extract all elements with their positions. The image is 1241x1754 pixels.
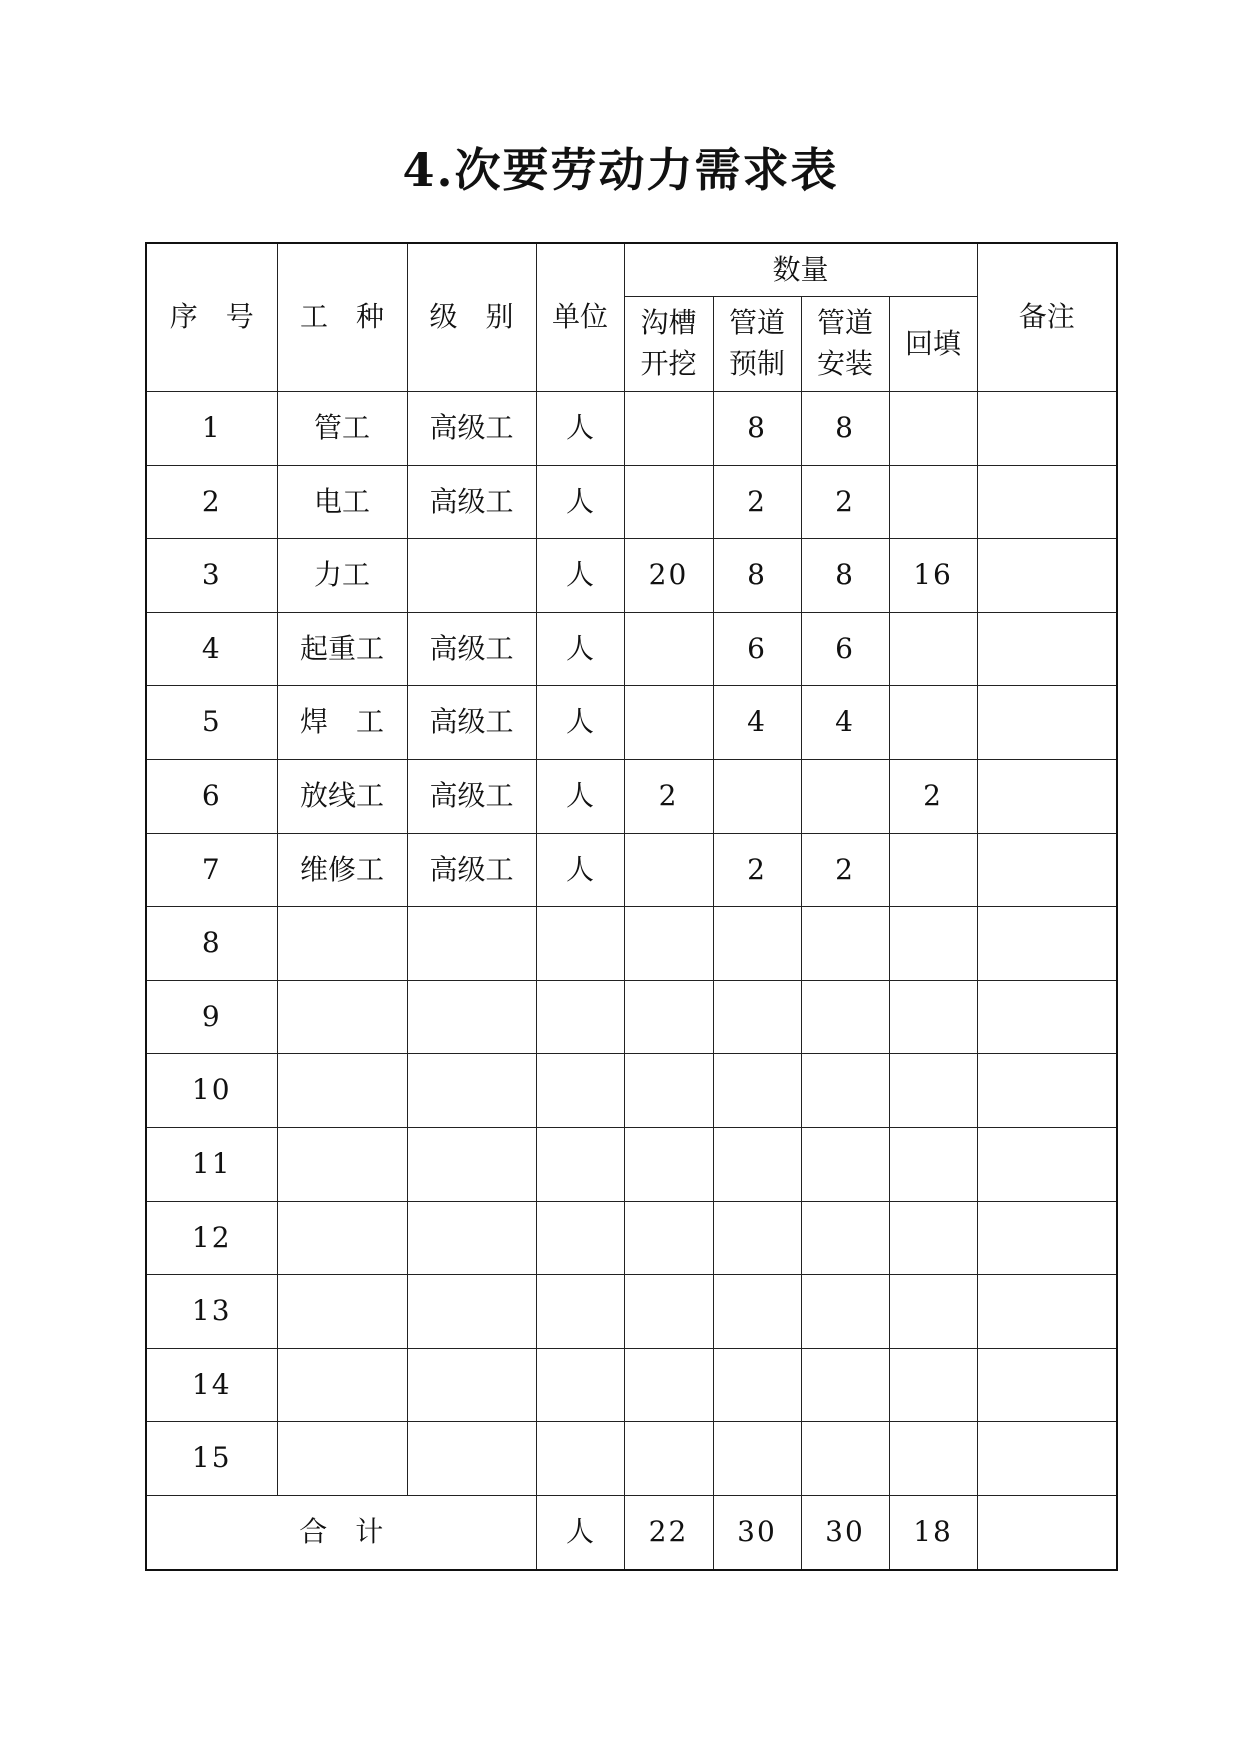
cell-seq: 6 [146,759,277,833]
cell-trench [624,980,713,1054]
cell-remarks [977,612,1117,686]
cell-unit: 人 [536,686,624,760]
cell-unit [536,1275,624,1349]
header-pipe-install [801,297,889,392]
cell-remarks [977,1054,1117,1128]
cell-seq: 3 [146,539,277,613]
cell-seq: 14 [146,1348,277,1422]
cell-trade [277,1422,407,1496]
cell-prefab [713,1348,801,1422]
header-row-top [146,243,1117,297]
cell-grade: 高级工 [407,465,536,539]
cell-trench [624,1275,713,1349]
cell-trench [624,1054,713,1128]
cell-backfill: 2 [889,759,977,833]
cell-trade [277,1127,407,1201]
total-backfill: 18 [889,1495,977,1569]
table-row [146,833,1117,907]
header-quantity: 数量 [624,243,977,297]
cell-grade: 高级工 [407,686,536,760]
total-unit: 人 [536,1495,624,1569]
cell-trade [277,1348,407,1422]
cell-remarks [977,1348,1117,1422]
table-row [146,759,1117,833]
cell-seq: 10 [146,1054,277,1128]
total-remarks [977,1495,1117,1569]
page-title: 4.次要劳动力需求表 [402,143,839,197]
cell-trench [624,833,713,907]
cell-install [801,907,889,981]
cell-install [801,1275,889,1349]
cell-prefab [713,759,801,833]
cell-seq: 13 [146,1275,277,1349]
cell-grade [407,980,536,1054]
cell-grade [407,907,536,981]
cell-unit: 人 [536,759,624,833]
cell-remarks [977,539,1117,613]
cell-seq: 15 [146,1422,277,1496]
cell-prefab: 4 [713,686,801,760]
cell-trench [624,612,713,686]
cell-backfill [889,1275,977,1349]
cell-grade: 高级工 [407,759,536,833]
cell-backfill [889,833,977,907]
table-row [146,686,1117,760]
cell-grade [407,1054,536,1128]
total-label: 合 计 [146,1495,536,1569]
cell-grade: 高级工 [407,833,536,907]
cell-unit [536,1422,624,1496]
cell-unit [536,1054,624,1128]
cell-grade [407,1348,536,1422]
header-install-line-2: 安装 [816,347,873,380]
header-seq: 序 号 [146,243,277,392]
cell-grade [407,1275,536,1349]
cell-grade [407,1201,536,1275]
cell-trench [624,1348,713,1422]
table-row [146,980,1117,1054]
table-row [146,612,1117,686]
cell-unit: 人 [536,612,624,686]
total-prefab: 30 [713,1495,801,1569]
cell-trench [624,1201,713,1275]
cell-trade [277,980,407,1054]
cell-remarks [977,465,1117,539]
cell-grade [407,1422,536,1496]
cell-grade: 高级工 [407,612,536,686]
cell-backfill [889,1054,977,1128]
header-remarks: 备注 [977,243,1117,392]
header-trench-line-2: 开挖 [640,347,697,380]
cell-trade [277,907,407,981]
table-row [146,1201,1117,1275]
cell-remarks [977,980,1117,1054]
header-backfill: 回填 [889,297,977,392]
cell-install [801,1054,889,1128]
cell-prefab [713,1054,801,1128]
cell-seq: 11 [146,1127,277,1201]
header-trench-line-1: 沟槽 [640,306,697,340]
cell-install: 4 [801,686,889,760]
table-row [146,539,1117,613]
table-row [146,907,1117,981]
table-row [146,1127,1117,1201]
header-trench-excavation [624,297,713,392]
cell-trench: 20 [624,539,713,613]
table-row [146,392,1117,466]
cell-trade: 焊 工 [277,686,407,760]
cell-trench [624,907,713,981]
cell-backfill [889,612,977,686]
cell-install: 2 [801,465,889,539]
cell-seq: 12 [146,1201,277,1275]
cell-trade: 管工 [277,392,407,466]
cell-prefab [713,1422,801,1496]
cell-seq: 5 [146,686,277,760]
cell-unit: 人 [536,833,624,907]
cell-backfill [889,1201,977,1275]
header-pipe-prefab [713,297,801,392]
cell-remarks [977,907,1117,981]
header-grade: 级 别 [407,243,536,392]
cell-prefab: 8 [713,392,801,466]
table-row [146,1348,1117,1422]
cell-trade [277,1275,407,1349]
cell-install: 8 [801,392,889,466]
cell-install [801,980,889,1054]
total-install: 30 [801,1495,889,1569]
cell-backfill [889,392,977,466]
cell-seq: 7 [146,833,277,907]
cell-prefab: 8 [713,539,801,613]
header-unit: 单位 [536,243,624,392]
cell-trade: 放线工 [277,759,407,833]
cell-unit [536,980,624,1054]
cell-remarks [977,392,1117,466]
header-install-line-1: 管道 [816,306,873,340]
table-row [146,1422,1117,1496]
table-body [146,243,1117,1570]
cell-install: 8 [801,539,889,613]
cell-remarks [977,686,1117,760]
cell-backfill [889,1127,977,1201]
cell-trench [624,392,713,466]
cell-grade: 高级工 [407,392,536,466]
cell-install [801,1127,889,1201]
cell-trade: 起重工 [277,612,407,686]
cell-trade [277,1054,407,1128]
table-row [146,1275,1117,1349]
cell-prefab: 2 [713,833,801,907]
total-row [146,1495,1117,1569]
cell-remarks [977,1127,1117,1201]
cell-unit: 人 [536,392,624,466]
cell-install [801,1348,889,1422]
cell-remarks [977,1201,1117,1275]
cell-prefab [713,1201,801,1275]
cell-backfill [889,686,977,760]
cell-unit [536,1127,624,1201]
cell-unit [536,1348,624,1422]
cell-install: 6 [801,612,889,686]
cell-trade [277,1201,407,1275]
header-trade: 工 种 [277,243,407,392]
header-prefab-line-1: 管道 [728,306,785,340]
cell-prefab [713,1127,801,1201]
cell-prefab [713,907,801,981]
cell-seq: 4 [146,612,277,686]
cell-backfill [889,1348,977,1422]
table-row [146,465,1117,539]
cell-unit [536,907,624,981]
cell-remarks [977,1275,1117,1349]
cell-unit [536,1201,624,1275]
cell-trade: 力工 [277,539,407,613]
cell-seq: 1 [146,392,277,466]
cell-trade: 维修工 [277,833,407,907]
cell-prefab [713,1275,801,1349]
cell-trench [624,465,713,539]
cell-grade [407,1127,536,1201]
cell-backfill [889,465,977,539]
total-trench: 22 [624,1495,713,1569]
labor-demand-table [145,242,1118,1571]
cell-seq: 9 [146,980,277,1054]
cell-install: 2 [801,833,889,907]
cell-trench: 2 [624,759,713,833]
cell-backfill [889,907,977,981]
cell-install [801,1201,889,1275]
cell-trench [624,1422,713,1496]
cell-prefab: 2 [713,465,801,539]
cell-backfill: 16 [889,539,977,613]
cell-seq: 2 [146,465,277,539]
header-prefab-line-2: 预制 [728,347,785,380]
cell-prefab: 6 [713,612,801,686]
cell-unit: 人 [536,539,624,613]
cell-grade [407,539,536,613]
cell-remarks [977,1422,1117,1496]
cell-trade: 电工 [277,465,407,539]
cell-backfill [889,980,977,1054]
cell-seq: 8 [146,907,277,981]
cell-install [801,759,889,833]
table-row [146,1054,1117,1128]
cell-trench [624,686,713,760]
cell-backfill [889,1422,977,1496]
cell-install [801,1422,889,1496]
cell-trench [624,1127,713,1201]
cell-remarks [977,833,1117,907]
cell-prefab [713,980,801,1054]
cell-remarks [977,759,1117,833]
cell-unit: 人 [536,465,624,539]
